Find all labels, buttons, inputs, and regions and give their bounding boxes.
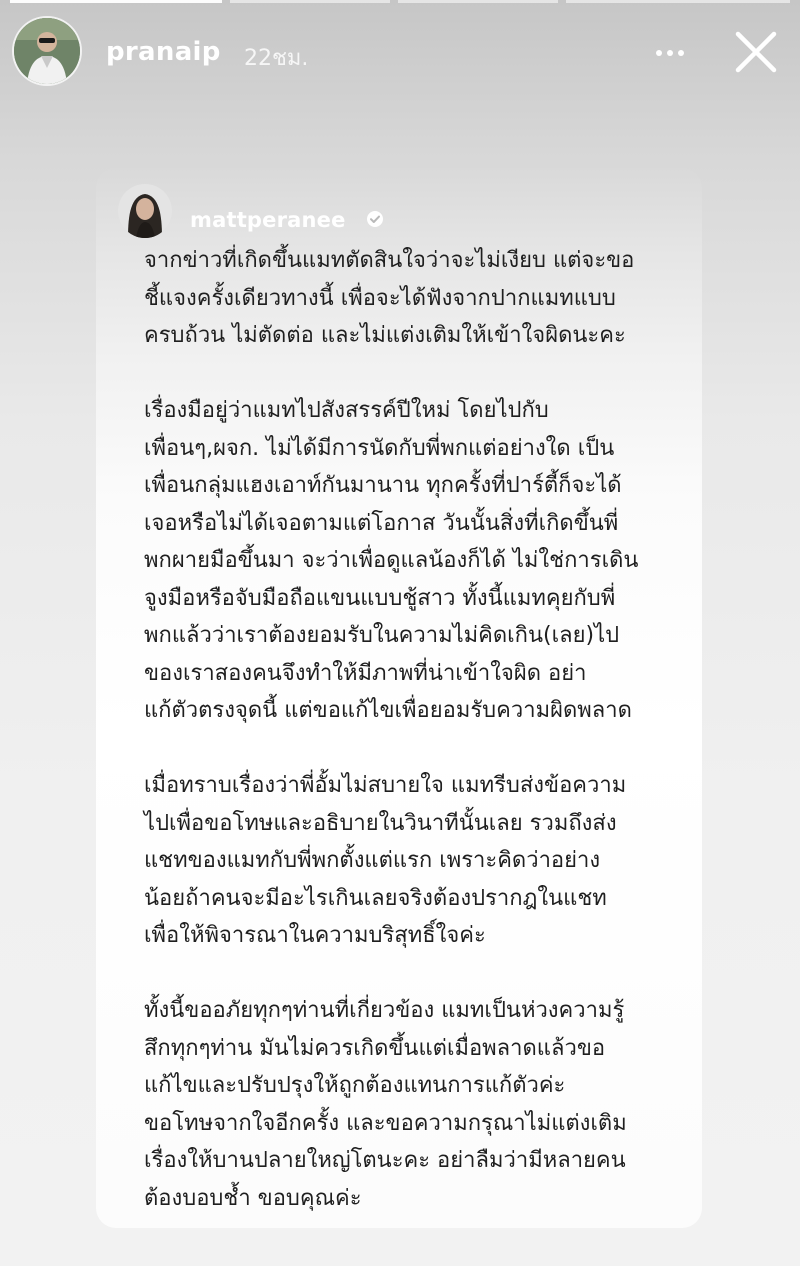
story-progress-segment [230, 0, 390, 3]
caption-line: แก้ไขและปรับปรุงให้ถูกต้องแทนการแก้ตัวค่ะ [144, 1073, 566, 1098]
caption-line: จูงมือหรือจับมือถือแขนแบบชู้สาว ทั้งนี้แมทคุยกับพี่ [144, 585, 616, 611]
more-horizontal-icon [678, 50, 684, 56]
caption-line: ไปเพื่อขอโทษและอธิบายในวินาทีนั้นเลย รวมถึงส่ง [144, 810, 617, 836]
story-header [14, 16, 786, 88]
story-author-username[interactable]: pranaip [106, 37, 221, 67]
more-horizontal-icon [656, 50, 662, 56]
shared-post-username[interactable]: mattperanee [190, 208, 346, 232]
caption-line: แก้ตัวตรงจุดนี้ แต่ขอแก้ไขเพื่อยอมรับความผิดพลาด [144, 698, 632, 723]
story-timestamp: 22ชม. [244, 46, 309, 71]
caption-line: ต้องบอบช้ำ ขอบคุณค่ะ [144, 1185, 362, 1211]
caption-paragraph [144, 392, 664, 730]
caption-paragraph [144, 992, 664, 1217]
caption-line: ขอโทษจากใจอีกครั้ง และขอความกรุณาไม่แต่งเติม [144, 1110, 627, 1136]
caption-line: เพื่อให้พิจารณาในความบริสุทธิ์ใจค่ะ [144, 923, 486, 948]
more-horizontal-icon [667, 50, 673, 56]
shared-avatar-photo-icon [118, 184, 172, 238]
story-progress-segment [566, 0, 790, 3]
story-progress-segment-active [10, 0, 222, 3]
caption-line: เมื่อทราบเรื่องว่าพี่อั้มไม่สบายใจ แมทรีบส่งข้อความ [144, 773, 627, 798]
verified-badge-icon [366, 210, 384, 228]
caption-line: พกผายมือขึ้นมา จะว่าเพื่อดูแลน้องก็ได้ ไม่ใช่การเดิน [144, 548, 639, 573]
caption-line: เพื่อนๆ,ผจก. ไม่ได้มีการนัดกับพี่พกแต่อย่างใด เป็น [144, 435, 615, 461]
close-icon [732, 28, 780, 76]
caption-line: เรื่องมือยู่ว่าแมทไปสังสรรค์ปีใหม่ โดยไปกับ [144, 398, 549, 423]
caption-line: สึกทุกๆท่าน มันไม่ควรเกิดขึ้นแต่เมื่อพลาดแล้วขอ [144, 1035, 606, 1061]
caption-line: เจอหรือไม่ได้เจอตามแต่โอกาส วันนั้นสิ่งที่เกิดขึ้นพี่ [144, 510, 619, 536]
caption-line: จากข่าวที่เกิดขึ้นแมทตัดสินใจว่าจะไม่เงียบ แต่จะขอ [144, 248, 635, 273]
avatar-photo-icon [14, 18, 80, 84]
more-options-button[interactable] [648, 38, 692, 68]
close-button[interactable] [732, 28, 780, 76]
caption-line: แชทของแมทกับพี่พกตั้งแต่แรก เพราะคิดว่าอย่าง [144, 848, 601, 873]
caption-line: เรื่องให้บานปลายใหญ่โตนะคะ อย่าลืมว่ามีหลายคน [144, 1148, 626, 1173]
caption-line: พกแล้วว่าเราต้องยอมรับในความไม่คิดเกิน(เลย)ไป [144, 623, 620, 648]
caption-line: ทั้งนี้ขออภัยทุกๆท่านที่เกี่ยวข้อง แมทเป็นห่วงความรู้ [144, 998, 625, 1023]
shared-post-avatar[interactable] [118, 184, 172, 238]
caption-line: เพื่อนกลุ่มแฮงเอาท์กันมานาน ทุกครั้งที่ปาร์ตี้ก็จะได้ [144, 473, 622, 498]
caption-paragraph [144, 767, 664, 955]
story-author-avatar[interactable] [14, 18, 80, 84]
shared-post-caption [144, 242, 664, 1217]
story-progress-segment [398, 0, 558, 3]
caption-line: ชี้แจงครั้งเดียวทางนี้ เพื่อจะได้ฟังจากปากแมทแบบ [144, 285, 616, 311]
caption-paragraph [144, 242, 664, 355]
caption-line: ของเราสองคนจึงทำให้มีภาพที่น่าเข้าใจผิด อย่า [144, 660, 587, 686]
caption-line: น้อยถ้าคนจะมีอะไรเกินเลยจริงต้องปรากฎในแชท [144, 885, 607, 911]
caption-line: ครบถ้วน ไม่ตัดต่อ และไม่แต่งเติมให้เข้าใจผิดนะคะ [144, 323, 626, 348]
